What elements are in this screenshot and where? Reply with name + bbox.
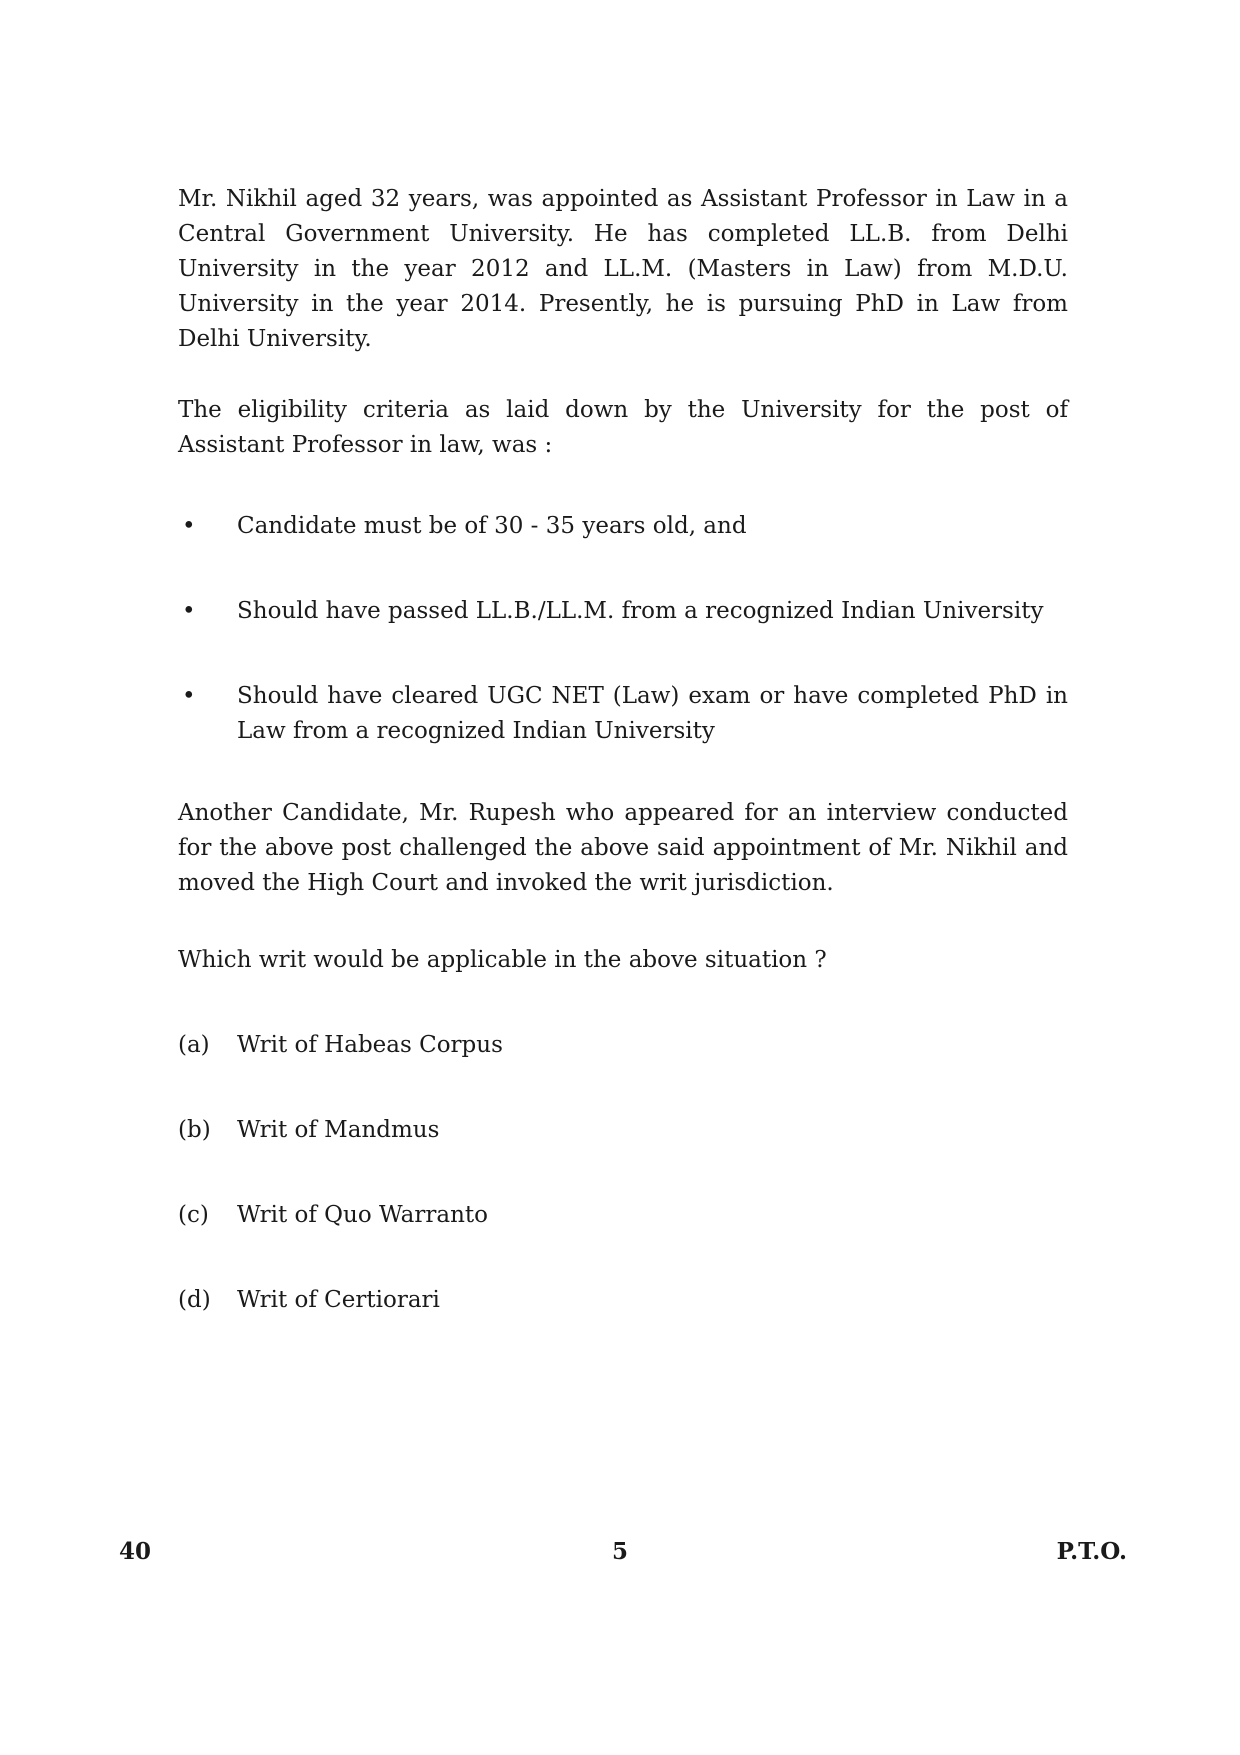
option-label: (c): [178, 1202, 209, 1228]
bullet-text: Should have cleared UGC NET (Law) exam or have completed PhD in Law from a recognized Indian University: [237, 683, 1068, 744]
option-text: Writ of Habeas Corpus: [237, 1032, 503, 1058]
option-label: (b): [178, 1117, 211, 1143]
option-text: Writ of Certiorari: [237, 1287, 440, 1313]
option-label: (a): [178, 1032, 210, 1058]
question-text: Which writ would be applicable in the above situation ?: [178, 947, 827, 973]
option-text: Writ of Mandmus: [237, 1117, 440, 1143]
challenge-paragraph: Another Candidate, Mr. Rupesh who appeared for an interview conducted for the above post challenged the above said appointment of Mr. Nikhil and moved the High Court and invoked the writ jurisdiction.: [178, 800, 1068, 896]
option-label: (d): [178, 1287, 211, 1313]
bullet-text: Candidate must be of 30 - 35 years old, and: [237, 513, 747, 539]
criteria-intro-paragraph: The eligibility criteria as laid down by the University for the post of Assistant Professor in law, was :: [178, 397, 1068, 458]
pto-marker: P.T.O.: [1056, 1538, 1127, 1565]
intro-paragraph: Mr. Nikhil aged 32 years, was appointed as Assistant Professor in Law in a Central Government University. He has completed LL.B. from Delhi University in the year 2012 and LL.M. (Masters in Law) from M.D.U. University in the year 2014. Presently, he is pursuing PhD in Law from Delhi University.: [178, 186, 1068, 352]
page-number: 5: [611, 1538, 628, 1565]
bullet-text: Should have passed LL.B./LL.M. from a recognized Indian University: [237, 598, 1044, 624]
option-text: Writ of Quo Warranto: [237, 1202, 488, 1228]
bullet-icon: •: [182, 683, 196, 709]
bullet-icon: •: [182, 598, 196, 624]
paper-code: 40: [119, 1538, 152, 1565]
bullet-icon: •: [182, 513, 196, 539]
